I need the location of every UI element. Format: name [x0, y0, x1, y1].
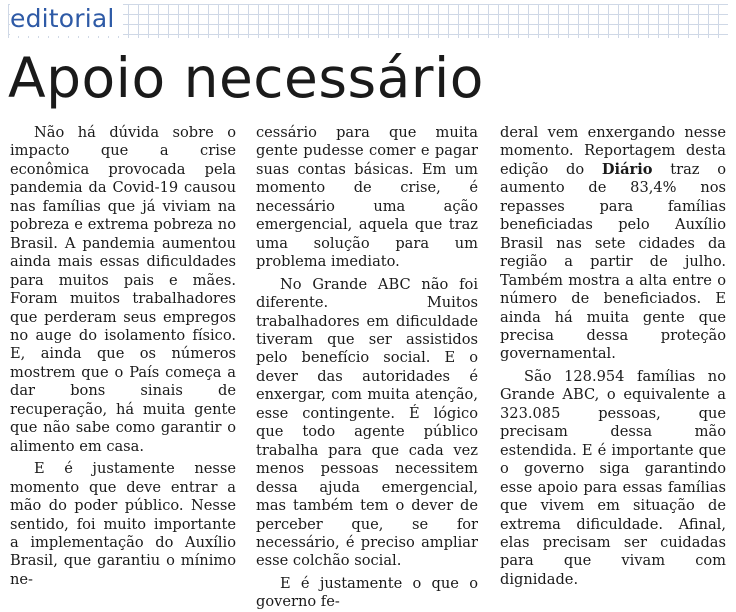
- paragraph-text: deral vem enxergando nesse momento. Reportagem desta edição do: [500, 124, 726, 178]
- newspaper-name: Diário: [601, 160, 653, 178]
- paragraph: No Grande ABC não foi diferente. Muitos trabalhadores em dificuldade tiveram que ser assistidos pelo benefício social. E o dever das autoridades é enxergar, com muita atenção, esse contingente. É lógico que todo agente público trabalha para que cada vez menos pessoas necessitem dessa ajuda emergencial, mas também tem o dever de perceber que, se for necessário, é preciso ampliar esse colchão social.: [256, 275, 478, 570]
- section-kicker: editorial: [10, 2, 123, 36]
- article-column-2: [256, 124, 478, 612]
- paragraph: E é justamente nesse momento que deve entrar a mão do poder público. Nesse sentido, foi muito importante a implementação do Auxílio Brasil, que garantiu o mínimo ne-: [10, 460, 236, 588]
- article-column-1: [10, 124, 236, 589]
- paragraph-text: traz o aumento de 83,4% nos repasses para famílias beneficiadas pelo Auxílio Brasil nas sete cidades da região a partir de julho. Também mostra a alta entre o número de beneficiados. E ainda há muita gente que precisa dessa proteção governamental.: [500, 160, 727, 363]
- headline: Apoio necessário: [8, 46, 484, 110]
- paragraph-continued: cessário para que muita gente pudesse comer e pagar suas contas básicas. Em um momento de crise, é necessário uma ação emergencial, aquela que traz uma solução para um problema imediato.: [256, 124, 478, 271]
- paragraph: São 128.954 famílias no Grande ABC, o equivalente a 323.085 pessoas, que precisam dessa mão estendida. E é importante que o governo siga garantindo esse apoio para essas famílias que vivem em situação de extrema dificuldade. Afinal, elas precisam ser cuidadas para que vivam com dignidade.: [500, 367, 726, 588]
- paragraph: Não há dúvida sobre o impacto que a crise econômica provocada pela pandemia da Covid-19 causou nas famílias que já viviam na pobreza e extrema pobreza no Brasil. A pandemia aumentou ainda mais essas dificuldades para muitos pais e mães. Foram muitos trabalhadores que perderam seus empregos no auge do isolamento físico. E, ainda que os números mostrem que o País começa a dar bons sinais de recuperação, há muita gente que não sabe como garantir o alimento em casa.: [10, 124, 236, 455]
- paragraph: E é justamente o que o governo fe-: [256, 574, 478, 611]
- article-column-3: [500, 124, 726, 589]
- section-header: [8, 4, 728, 38]
- paragraph-continued: [500, 124, 726, 364]
